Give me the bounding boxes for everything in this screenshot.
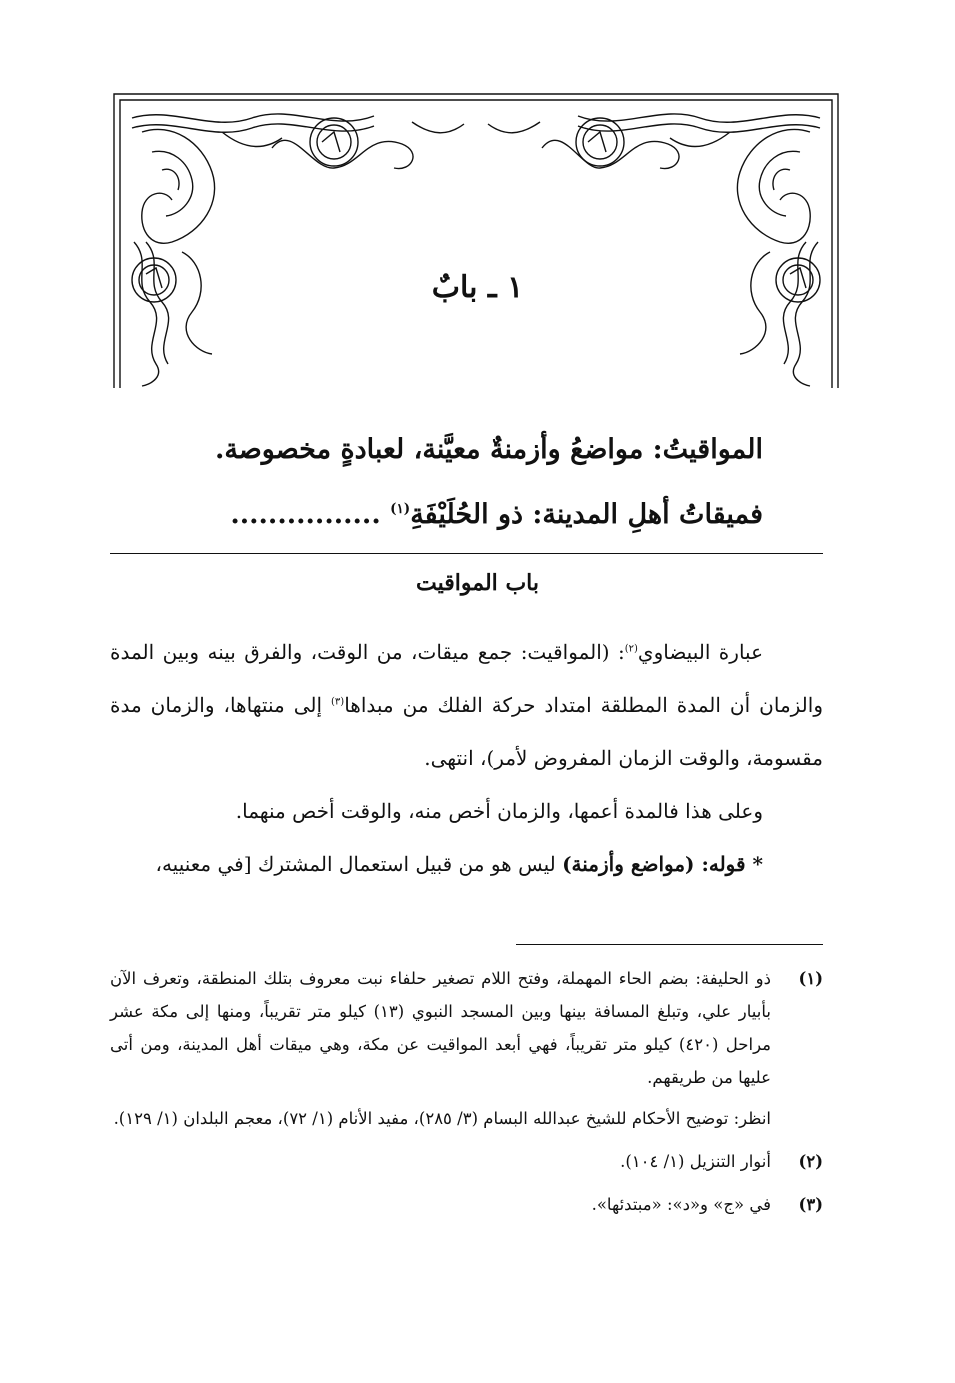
footnote-2-text: أنوار التنزيل (١/ ١٠٤). xyxy=(620,1152,771,1171)
footnote-3 xyxy=(110,1188,823,1221)
chapter-title: ١ ـ بابٌ xyxy=(431,270,524,305)
footnote-ref-3: (٣) xyxy=(331,696,345,708)
footnote-1-text: ذو الحليفة: بضم الحاء المهملة، وفتح اللام تصغير حلفاء نبت معروف بتلك المنطقة، وتعرف الآن بأبيار علي، وتبلغ المسافة بينها وبين المسجد النبوي (١٣) كيلو متر تقريباً، ومنها إلى مكة عشر مراحل (٤٢٠) كيلو متر تقريباً، فهي أبعد المواقيت عن مكة، وهي ميقات أهل المدينة، ومن أتى عليها من طريقهم. xyxy=(110,969,772,1087)
commentary-body xyxy=(110,626,823,891)
paragraph-2: وعلى هذا فالمدة أعمها، والزمان أخص منه، والوقت أخص منهما. xyxy=(235,799,763,823)
matn-line-2-text: فميقاتُ أهلِ المدينة: ذو الحُلَيْفَةِ xyxy=(410,499,763,530)
paragraph-1 xyxy=(110,626,823,785)
leader-dots: ................ xyxy=(230,499,381,530)
footnote-ref-2: (٢) xyxy=(624,643,638,655)
paragraph-3-lemma: * قوله: (مواضع وأزمنة) xyxy=(562,852,763,876)
footnote-2-number: (٢) xyxy=(798,1152,823,1171)
matn-line-1: المواقيتُ: مواضعُ وأزمنةٌ معيَّنة، لعبادةٍ مخصوصة. xyxy=(214,434,763,465)
footnote-2 xyxy=(110,1145,823,1178)
footnote-rule xyxy=(516,944,823,945)
footnote-ref-1: (١) xyxy=(390,501,411,517)
matn-separator xyxy=(110,553,823,554)
paragraph-3 xyxy=(110,838,823,891)
footnote-1-number: (١) xyxy=(798,969,823,988)
paragraph-3-rest: ليس هو من قبيل استعمال المشترك [في معنييه، xyxy=(155,852,563,876)
paragraph-1-b: : (المواقيت: جمع ميقات، من الوقت، والفرق بينه وبين المدة والزمان أن المدة المطلقة امتداد حركة الفلك من مبداها xyxy=(110,640,823,717)
footnote-3-text: في «ج» و«د»: «مبتدئها». xyxy=(591,1195,771,1214)
paragraph-1-a: عبارة البيضاوي xyxy=(637,640,764,664)
matn-line-2 xyxy=(110,499,763,530)
footnote-1 xyxy=(110,962,823,1135)
paragraph-1-c: إلى منتهاها، والزمان مدة مقسومة، والوقت الزمان المفروض لأمر)، انتهى. xyxy=(110,693,823,770)
footnote-3-number: (٣) xyxy=(798,1195,823,1214)
section-heading: باب المواقيت xyxy=(416,570,539,596)
ornamental-frame xyxy=(112,92,840,388)
footnote-1-see-also: انظر: توضيح الأحكام للشيخ عبدالله البسام (٣/ ٢٨٥)، مفيد الأنام (١/ ٧٢)، معجم البلدان (١/ ١٢٩). xyxy=(113,1109,771,1128)
footnotes xyxy=(110,962,823,1221)
